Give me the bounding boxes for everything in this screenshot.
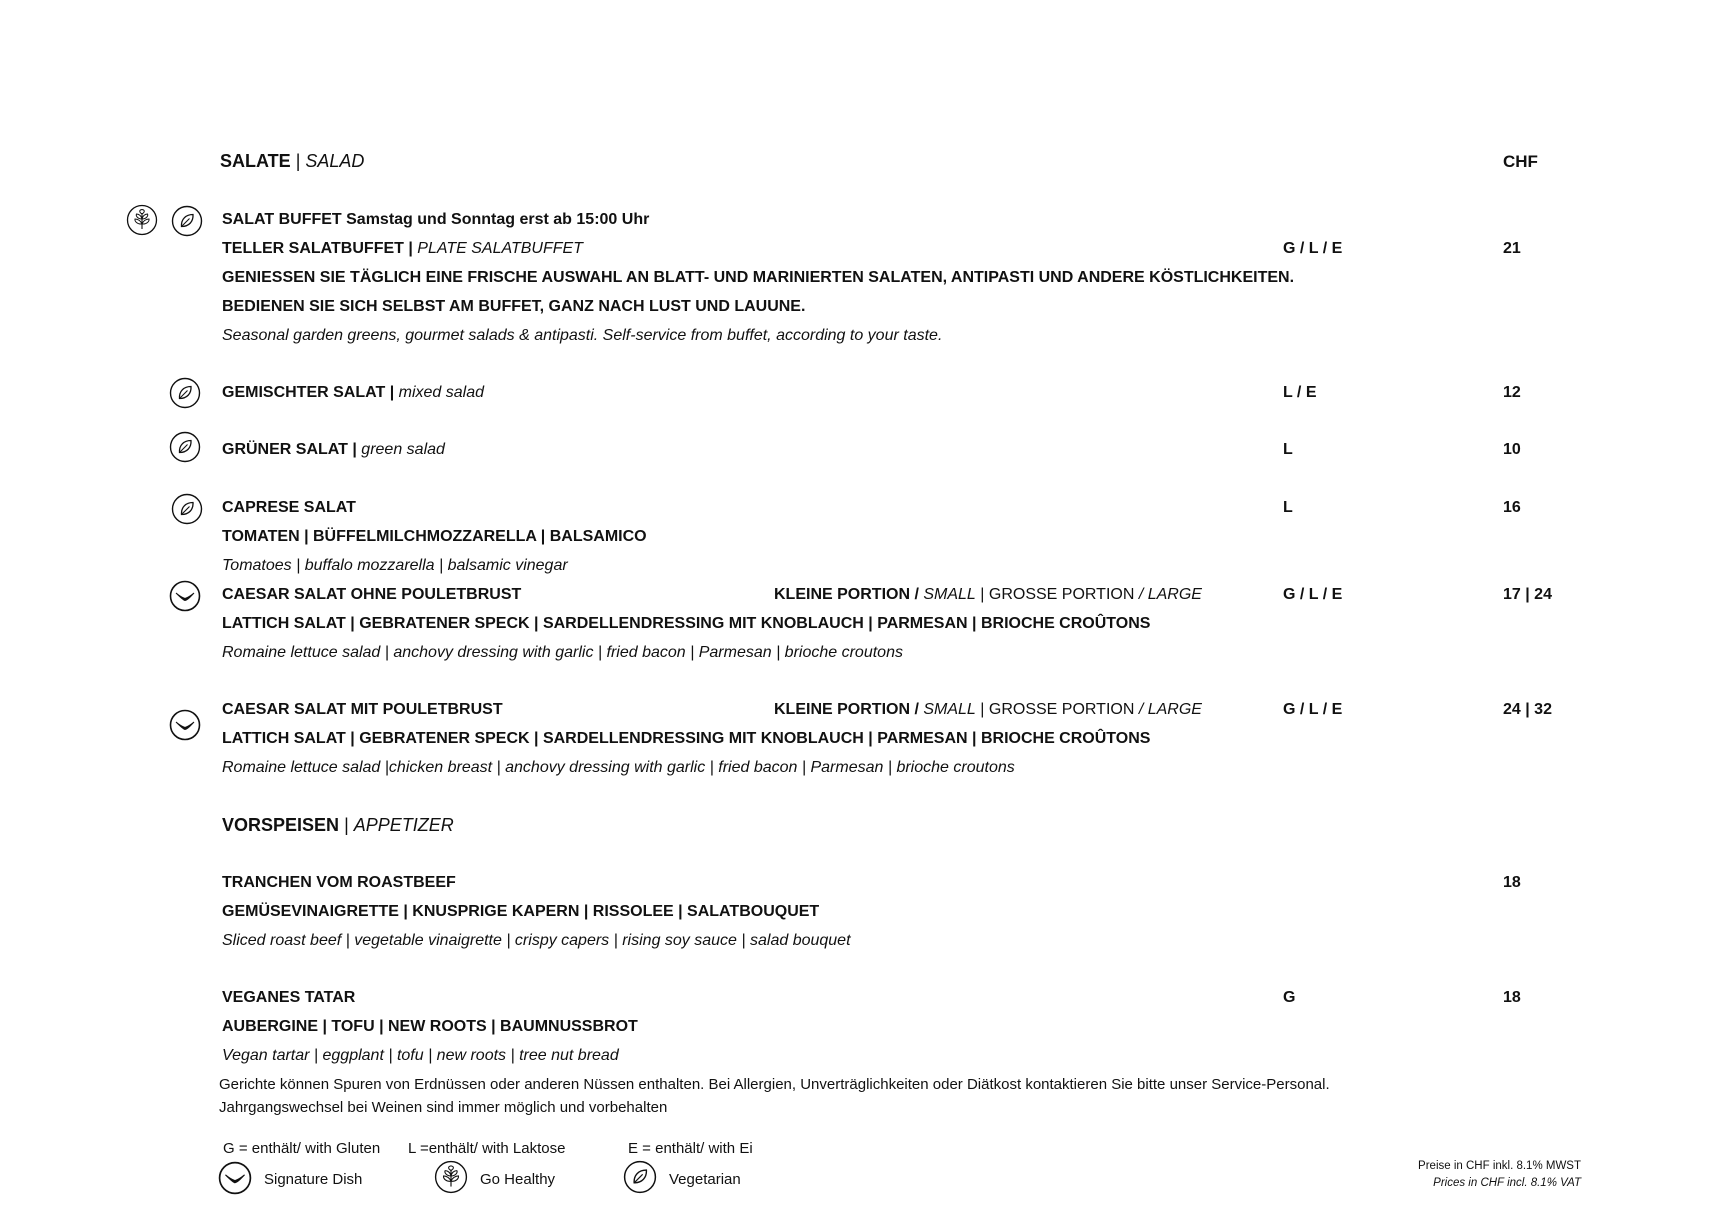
item-portions: KLEINE PORTION / SMALL | GROSSE PORTION / LARGE bbox=[774, 586, 1202, 603]
vat-note-de: Preise in CHF inkl. 8.1% MWST bbox=[1418, 1160, 1581, 1172]
item-name: CAESAR SALAT MIT POULETBRUST bbox=[222, 701, 503, 718]
section-title-appetizer: VORSPEISEN | APPETIZER bbox=[222, 815, 454, 835]
item-price: 18 bbox=[1503, 989, 1521, 1006]
signature-dish-icon bbox=[169, 709, 201, 741]
item-price: 12 bbox=[1503, 384, 1521, 401]
section-title-en: APPETIZER bbox=[353, 815, 454, 835]
section-title-en: SALAD bbox=[305, 151, 365, 171]
vegetarian-icon bbox=[171, 493, 203, 525]
legend-signature: Signature Dish bbox=[264, 1171, 363, 1188]
legend-gluten: G = enthält/ with Gluten bbox=[223, 1140, 381, 1157]
item-subtitle: TELLER SALATBUFFET | PLATE SALATBUFFET bbox=[222, 240, 583, 257]
item-allergens: G / L / E bbox=[1283, 701, 1343, 718]
item-description: GENIESSEN SIE TÄGLICH EINE FRISCHE AUSWAHL AN BLATT- UND MARINIERTEN SALATEN, ANTIPASTI UND ANDERE KÖSTLICHKEITEN. bbox=[222, 269, 1295, 286]
section-title-de: SALATE bbox=[220, 151, 291, 171]
wine-note: Jahrgangswechsel bei Weinen sind immer möglich und vorbehalten bbox=[219, 1099, 668, 1116]
item-price: 24 | 32 bbox=[1503, 701, 1552, 718]
item-name: GRÜNER SALAT | green salad bbox=[222, 441, 445, 458]
item-name: CAESAR SALAT OHNE POULETBRUST bbox=[222, 586, 522, 603]
vegetarian-icon bbox=[171, 205, 203, 237]
item-price: 21 bbox=[1503, 240, 1521, 257]
legend-vegetarian: Vegetarian bbox=[669, 1171, 741, 1188]
item-name: TRANCHEN VOM ROASTBEEF bbox=[222, 874, 456, 891]
item-portions: KLEINE PORTION / SMALL | GROSSE PORTION / LARGE bbox=[774, 701, 1202, 718]
item-allergens: L / E bbox=[1283, 384, 1317, 401]
vegetarian-icon bbox=[623, 1160, 657, 1194]
item-name: VEGANES TATAR bbox=[222, 989, 356, 1006]
item-description: GEMÜSEVINAIGRETTE | KNUSPRIGE KAPERN | RISSOLEE | SALATBOUQUET bbox=[222, 903, 820, 920]
legend-egg: E = enthält/ with Ei bbox=[628, 1140, 753, 1157]
go-healthy-icon bbox=[434, 1160, 468, 1194]
item-price: 10 bbox=[1503, 441, 1521, 458]
currency-header: CHF bbox=[1503, 152, 1538, 171]
item-description-en: Seasonal garden greens, gourmet salads & antipasti. Self-service from buffet, according to your taste. bbox=[222, 327, 943, 344]
item-allergens: G / L / E bbox=[1283, 586, 1343, 603]
item-description-en: Sliced roast beef | vegetable vinaigrette | crispy capers | rising soy sauce | salad bouquet bbox=[222, 932, 851, 949]
item-description-en: Tomatoes | buffalo mozzarella | balsamic vinegar bbox=[222, 557, 568, 574]
vat-note-en: Prices in CHF incl. 8.1% VAT bbox=[1433, 1177, 1581, 1189]
signature-dish-icon bbox=[218, 1161, 252, 1195]
go-healthy-icon bbox=[126, 204, 158, 236]
vegetarian-icon bbox=[169, 377, 201, 409]
item-description: LATTICH SALAT | GEBRATENER SPECK | SARDELLENDRESSING MIT KNOBLAUCH | PARMESAN | BRIOCHE CROÛTONS bbox=[222, 730, 1151, 747]
legend-lactose: L =enthält/ with Laktose bbox=[408, 1140, 566, 1157]
item-description-en: Vegan tartar | eggplant | tofu | new roots | tree nut bread bbox=[222, 1047, 619, 1064]
item-price: 16 bbox=[1503, 499, 1521, 516]
item-allergens: G / L / E bbox=[1283, 240, 1343, 257]
allergy-note: Gerichte können Spuren von Erdnüssen oder anderen Nüssen enthalten. Bei Allergien, Unverträglichkeiten oder Diätkost kontaktieren Sie bitte unser Service-Personal. bbox=[219, 1076, 1330, 1093]
signature-dish-icon bbox=[169, 580, 201, 612]
vegetarian-icon bbox=[169, 431, 201, 463]
item-name: SALAT BUFFET Samstag und Sonntag erst ab 15:00 Uhr bbox=[222, 211, 650, 228]
item-allergens: G bbox=[1283, 989, 1296, 1006]
item-description: TOMATEN | BÜFFELMILCHMOZZARELLA | BALSAMICO bbox=[222, 528, 647, 545]
section-title-de: VORSPEISEN bbox=[222, 815, 340, 835]
item-description: BEDIENEN SIE SICH SELBST AM BUFFET, GANZ NACH LUST UND LAUUNE. bbox=[222, 298, 806, 315]
item-name: GEMISCHTER SALAT | mixed salad bbox=[222, 384, 485, 401]
item-allergens: L bbox=[1283, 441, 1293, 458]
item-description-en: Romaine lettuce salad | anchovy dressing with garlic | fried bacon | Parmesan | brioche croutons bbox=[222, 644, 903, 661]
section-title-salad: SALATE | SALAD bbox=[220, 151, 365, 171]
item-price: 17 | 24 bbox=[1503, 586, 1552, 603]
item-description: AUBERGINE | TOFU | NEW ROOTS | BAUMNUSSBROT bbox=[222, 1018, 638, 1035]
item-description: LATTICH SALAT | GEBRATENER SPECK | SARDELLENDRESSING MIT KNOBLAUCH | PARMESAN | BRIOCHE CROÛTONS bbox=[222, 615, 1151, 632]
legend-healthy: Go Healthy bbox=[480, 1171, 556, 1188]
item-price: 18 bbox=[1503, 874, 1521, 891]
item-allergens: L bbox=[1283, 499, 1293, 516]
item-name: CAPRESE SALAT bbox=[222, 499, 356, 516]
item-description-en: Romaine lettuce salad |chicken breast | anchovy dressing with garlic | fried bacon | Parmesan | brioche croutons bbox=[222, 759, 1015, 776]
